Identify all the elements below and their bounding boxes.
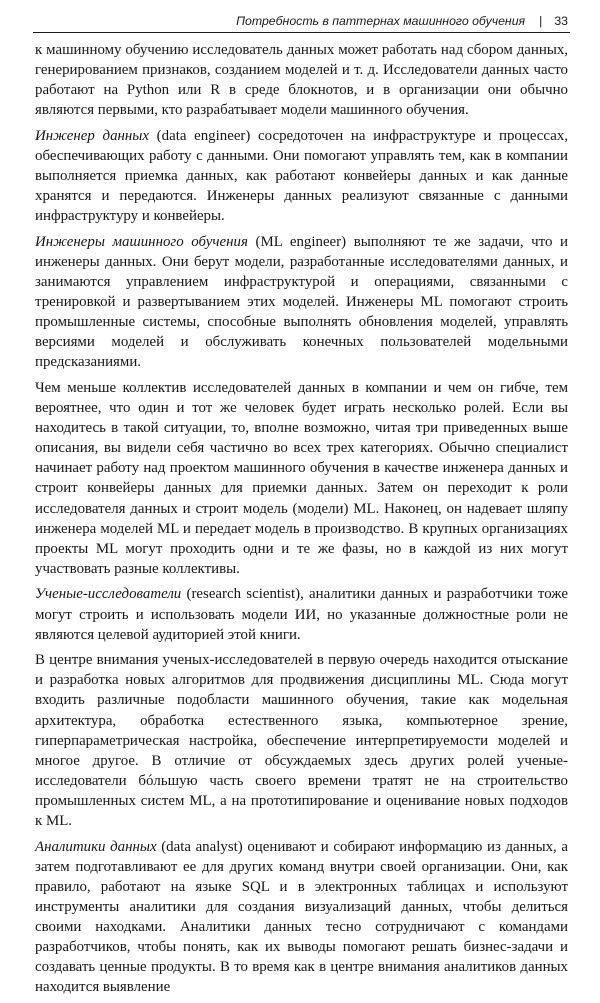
paragraph-text: к машинному обучению исследователь данных может работать над сбором данных, генерированием признаков, созданием моделей и т. д. Исследователи данных часто работают на Python или R в среде блокнотов, и в организации они обычно являются первыми, кто разрабатывает модели машинного обучения. xyxy=(35,42,568,119)
paragraph-term-en: (data analyst) xyxy=(156,838,243,855)
paragraph-text: , аналитики данных и разработчики тоже могут строить и использовать модели ИИ, но указанные должностные роли не являются целевой аудиторией этой книги. xyxy=(35,586,568,643)
paragraph xyxy=(35,40,568,120)
paragraph-term: Ученые-исследователи xyxy=(35,586,182,603)
paragraph-text: В центре внимания ученых-исследователей в первую очередь находится отыскание и разработка новых алгоритмов для продвижения дисциплины ML. Сюда могут входить различные подобласти машинного обучения, такие как модельная архитектура, обработка естественного языка, компьютерное зрение, гиперпараметрическая настройка, обеспечение интерпретируемости моделей и многое другое. В отличие от обсуждаемых здесь других ролей ученые-исследователи бóльшую часть своего времени тратят не на строительство промышленных систем ML, а на прототипирование и оценивание новых подходов к ML. xyxy=(35,652,568,829)
header-separator: | xyxy=(539,14,543,28)
paragraph-text: выполняют те же задачи, что и инженеры данных. Они берут модели, разработанные исследователями данных, и занимаются управлением инфраструктурой и операциями, связанными с тренировкой и развертыванием этих моделей. Инженеры ML помогают строить промышленные системы, способные выполнять обновления моделей, управлять версиями моделей и обслуживать конечных пользователей модельными предсказаниями. xyxy=(35,233,568,371)
paragraph-text: Чем меньше коллектив исследователей данных в компании и чем он гибче, тем вероятнее, что один и тот же человек будет играть несколько ролей. Если вы находитесь в такой ситуации, то, вполне возможно, читая три приведенных выше описания, вы видели себя частично во всех трех категориях. Обычно специалист начинает работу над проектом машинного обучения в качестве инженера данных и строит конвейеры данных для приемки данных. Затем он переходит к роли исследователя данных и строит модель (модели) ML. Наконец, он надевает шляпу инженера моделей ML и передает модель в производство. В крупных организациях проекты ML могут проходить одни и те же фазы, но в каждой из них могут участвовать разные коллективы. xyxy=(35,380,568,577)
paragraph-term: Инженеры машинного обучения xyxy=(35,233,248,250)
paragraph xyxy=(35,650,568,831)
paragraph-text: оценивают и собирают информацию из данных, а затем подготавливают ее для других команд внутри своей организации. Они, как правило, работают на языке SQL и в электронных таблицах и используют инструменты аналитики для создания визуализаций данных, чтобы делиться своими находками. Аналитики данных тесно сотрудничают с командами разработчиков, чтобы понять, как их выводы помогают решать бизнес-задачи и создавать ценные продукты. В то время как в центре внимания аналитиков данных находится выявление xyxy=(35,838,568,996)
paragraph-term-en: (research scientist) xyxy=(181,586,301,603)
body-text xyxy=(35,40,568,1003)
paragraph xyxy=(35,837,568,998)
page-number: 33 xyxy=(554,14,568,28)
paragraph xyxy=(35,232,568,373)
paragraph-term: Инженер данных xyxy=(35,127,149,144)
running-header xyxy=(33,12,570,33)
running-title: Потребность в паттернах машинного обучения xyxy=(236,14,526,28)
paragraph-term-en: (ML engineer) xyxy=(247,233,347,250)
paragraph xyxy=(35,126,568,226)
paragraph-term-en: (data engineer) xyxy=(148,127,251,144)
paragraph-text: сосредоточен на инфраструктуре и процессах, обеспечивающих работу с данными. Они помогают управлять тем, как в компании выполняется приемка данных, как работают конвейеры данных и как данные хранятся и передаются. Инженеры данных реализуют связанные с данными инфраструктуру и конвейеры. xyxy=(35,127,568,225)
paragraph xyxy=(35,378,568,579)
paragraph-term: Аналитики данных xyxy=(35,838,157,855)
paragraph xyxy=(35,584,568,644)
